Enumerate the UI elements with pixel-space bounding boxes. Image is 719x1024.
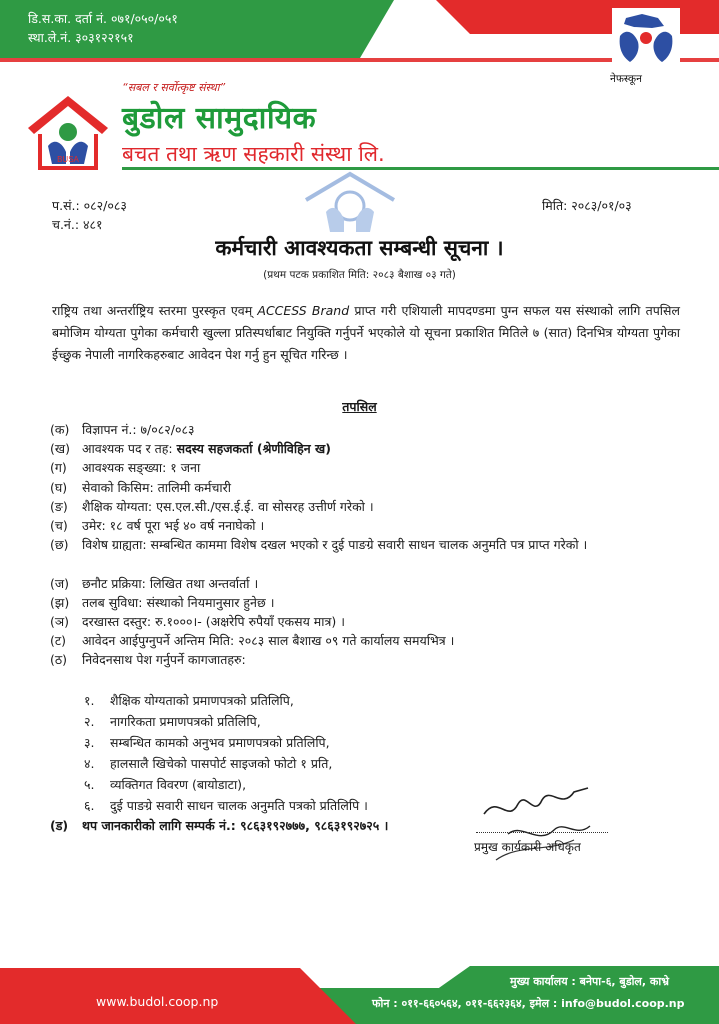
item-text: आवेदन आईपुग्नुपर्ने अन्तिम मिति: २०८३ साल बैशाख ०९ गते कार्यालय समयभित्र ।: [82, 633, 455, 649]
contact-mark: (ड): [50, 818, 69, 833]
intro-part-1: राष्ट्रिय तथा अन्तर्राष्ट्रिय स्तरमा पुरस्कृत एवम्: [52, 303, 253, 318]
header-divider: [122, 167, 719, 170]
post-name: सदस्य सहजकर्ता (श्रेणीविहिन ख): [176, 441, 331, 457]
busa-logo-text: BUSA: [57, 155, 79, 164]
item-mark: (च): [50, 517, 68, 533]
notice-title: कर्मचारी आवश्यकता सम्बन्धी सूचना ।: [215, 236, 504, 260]
list-item: [50, 593, 690, 612]
item-mark: (घ): [50, 479, 68, 495]
header-band-wedge: [360, 0, 394, 58]
footer-red-wedge: [300, 968, 356, 1024]
document-item: [84, 711, 368, 732]
header-red-wedge: [436, 0, 470, 34]
document-text: व्यक्तिगत विवरण (बायोडाटा),: [110, 777, 247, 792]
intro-paragraph: [52, 300, 680, 366]
item-text: छनौट प्रक्रिया: लिखित तथा अन्तर्वार्ता ।: [82, 575, 259, 591]
document-item: [84, 690, 368, 711]
item-mark: (छ): [50, 537, 69, 553]
item-text: दरखास्त दस्तुर: रु.१०००।- (अक्षरेपि रुपैयाँ एकसय मात्र) ।: [82, 613, 346, 629]
item-mark: (ङ): [50, 498, 68, 514]
item-text: तलब सुविधा: संस्थाको नियमानुसार हुनेछ ।: [82, 594, 275, 610]
detail-list: [50, 420, 690, 669]
pan-number: स्था.ले.नं. ३०३१२२१५१: [28, 30, 134, 45]
document-text: दुई पाङग्रे सवारी साधन चालक अनुमति पत्रको प्रतिलिपि ।: [110, 798, 368, 813]
signer-title: प्रमुख कार्यकारी अधिकृत: [474, 840, 581, 854]
item-mark: (ज): [50, 575, 70, 591]
document-text: नागरिकता प्रमाणपत्रको प्रतिलिपि,: [110, 714, 261, 729]
list-item: [50, 439, 690, 458]
motto: “सबल र सर्वोत्कृष्ट संस्था”: [122, 81, 226, 94]
contact-text: थप जानकारीको लागि सम्पर्क नं.: ९८६३१९२७७७, ९८६३१९२७२५ ।: [82, 818, 389, 833]
list-item: [50, 574, 690, 593]
document-text: सम्बन्धित कामको अनुभव प्रमाणपत्रको प्रतिलिपि,: [110, 735, 330, 750]
document-mark: ५.: [84, 777, 95, 792]
dispatch-number: च.नं.: ४८१: [52, 217, 103, 232]
list-item: [50, 612, 690, 631]
item-text: शैक्षिक योग्यता: एस.एल.सी./एस.ई.ई. वा सोसरह उत्तीर्ण गरेको ।: [82, 498, 374, 514]
list-item: [50, 420, 690, 439]
document-list: [84, 690, 368, 816]
item-text: उमेर: १८ वर्ष पूरा भई ४० वर्ष ननाघेको ।: [82, 517, 265, 533]
watermark-logo: [302, 170, 398, 240]
list-item: [50, 516, 690, 535]
nefscoop-caption: नेफस्कून: [610, 73, 642, 85]
footer-green-wedge: [436, 966, 470, 990]
list-item: [50, 650, 690, 669]
item-mark: (ठ): [50, 652, 68, 668]
item-mark: (ग): [50, 460, 67, 476]
document-item: [84, 732, 368, 753]
intro-part-2: प्राप्त गरी एशियाली मापदण्डमा पुग्न सफल यस संस्थाको लागि तपसिल बमोजिम योग्यता पुगेका कर्मचारी खुल्ला प्रतिस्पर्धाबाट नियुक्ति गर्नुपर्ने भएकोले यो सूचना प्रकाशित मितिले ७ (सात) दिनभित्र योग्यता पुगेका ईच्छुक नेपाली नागरिकहरुबाट आवेदन पेश गर्नु हुन सूचित गरिन्छ ।: [52, 303, 680, 362]
document-mark: ४.: [84, 756, 95, 771]
signature-line: [476, 832, 608, 833]
item-mark: (ट): [50, 633, 67, 649]
registration-number: डि.स.का. दर्ता नं. ०७१/०५०/०५१: [28, 11, 178, 26]
registration-info: [28, 9, 178, 47]
item-text: विशेष ग्राह्यता: सम्बन्धित काममा विशेष दखल भएको र दुई पाङग्रे सवारी साधन चालक अनुमति पत्र प्राप्त गरेको ।: [82, 537, 588, 553]
document-item: [84, 795, 368, 816]
intro-brand: ACCESS Brand: [257, 303, 350, 318]
item-text: आवश्यक सङ्ख्या: १ जना: [82, 460, 201, 476]
contact-line: [50, 817, 388, 834]
nefscoop-logo: [612, 8, 680, 68]
document-mark: ३.: [84, 735, 95, 750]
document-item: [84, 774, 368, 795]
document-mark: ६.: [84, 798, 95, 813]
website-link[interactable]: www.budol.coop.np: [96, 994, 219, 1009]
details-heading: तपसिल: [342, 399, 377, 414]
organization-name: बुडोल सामुदायिक: [122, 101, 317, 136]
document-mark: १.: [84, 693, 95, 708]
item-mark: (क): [50, 422, 70, 437]
busa-logo: [22, 88, 114, 176]
document-item: [84, 753, 368, 774]
office-address: मुख्य कार्यालय : बनेपा-६, बुडोल, काभ्रे: [510, 975, 669, 988]
reference-number: प.सं.: ०८२/०८३: [52, 198, 127, 213]
header-band-red: [470, 0, 719, 34]
item-text: आवश्यक पद र तह:: [82, 441, 173, 457]
item-text: विज्ञापन नं.: ७/०८२/०८३: [82, 422, 195, 437]
document-mark: २.: [84, 714, 95, 729]
item-mark: (ख): [50, 441, 70, 457]
list-item: [50, 497, 690, 516]
list-item: [50, 478, 690, 497]
notice-date: मिति: २०८३/०१/०३: [542, 198, 632, 213]
first-published: (प्रथम पटक प्रकाशित मिति: २०८३ बैशाख ०३ गते): [263, 269, 456, 281]
list-item: [50, 631, 690, 650]
list-item: [50, 458, 690, 477]
footer-contact: फोन : ०११-६६०५६४, ०११-६६२३६४, इमेल : info@budol.coop.np: [372, 997, 685, 1010]
list-item: [50, 535, 690, 573]
item-mark: (ञ): [50, 613, 70, 629]
organization-subtitle: बचत तथा ऋण सहकारी संस्था लि.: [122, 142, 385, 166]
document-text: हालसालै खिचेको पासपोर्ट साइजको फोटो १ प्रति,: [110, 756, 333, 771]
item-text: निवेदनसाथ पेश गर्नुपर्ने कागजातहरु:: [82, 652, 246, 668]
item-mark: (झ): [50, 594, 70, 610]
document-text: शैक्षिक योग्यताको प्रमाणपत्रको प्रतिलिपि,: [110, 693, 294, 708]
item-text: सेवाको किसिम: तालिमी कर्मचारी: [82, 479, 231, 495]
